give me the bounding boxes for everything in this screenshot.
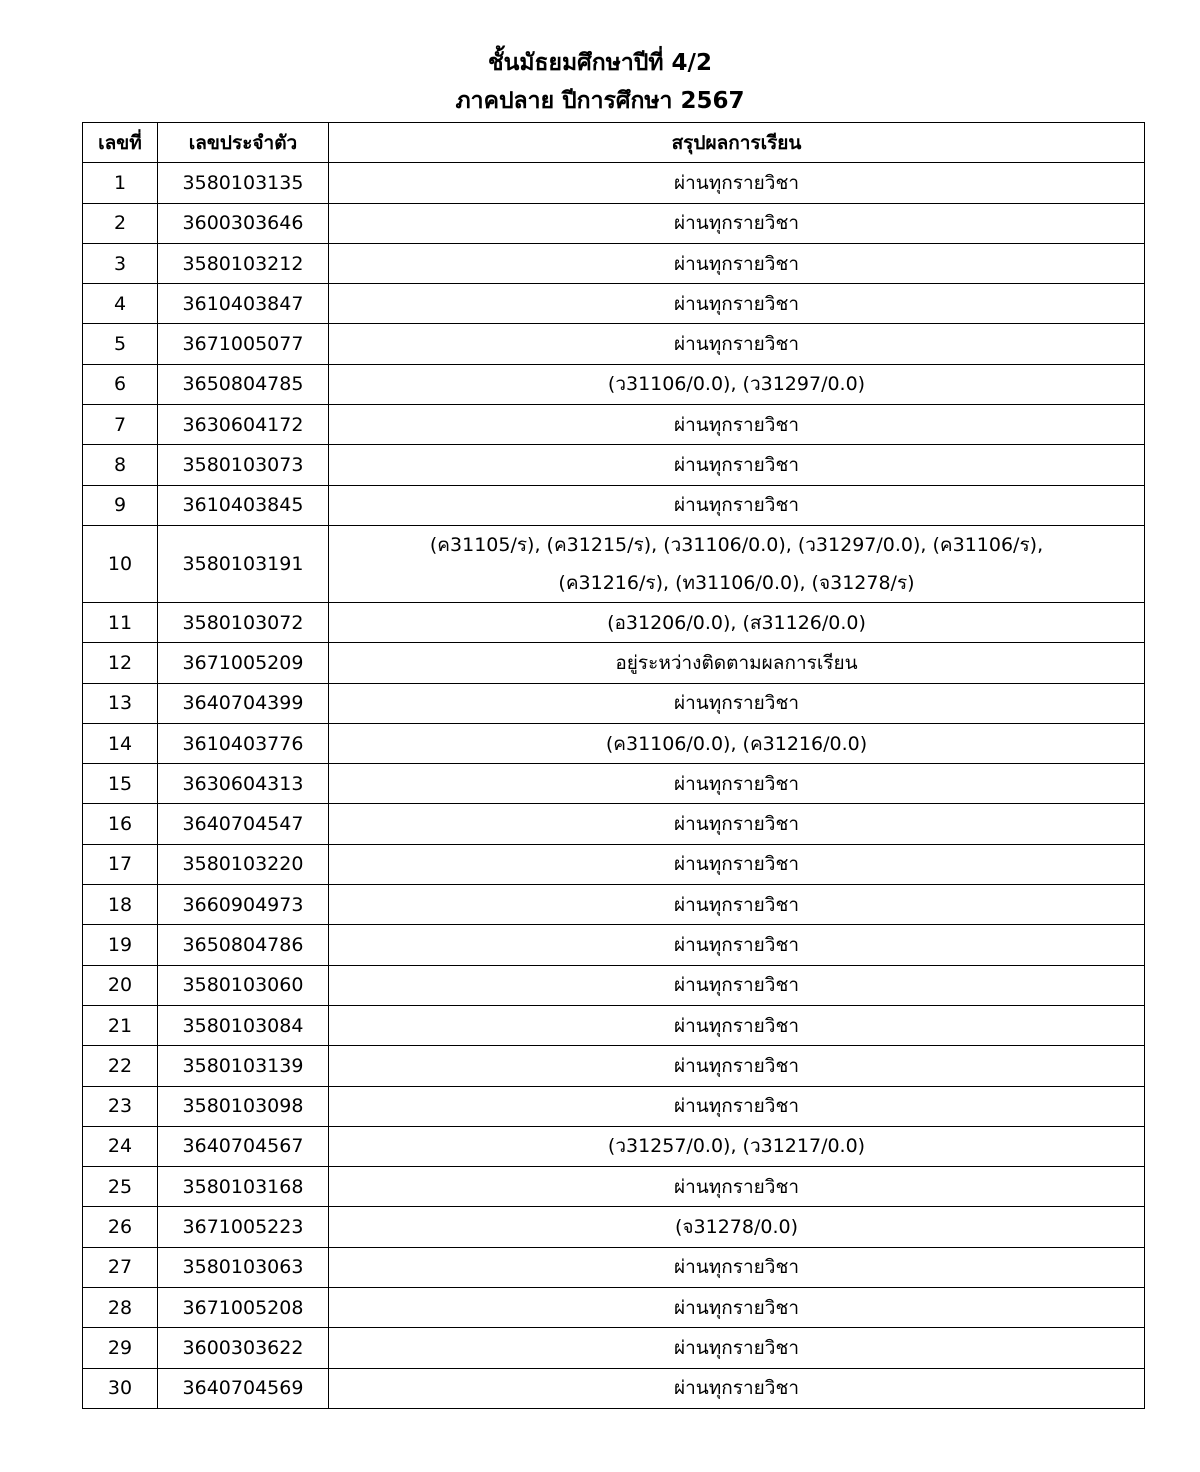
cell-number: 4 [83, 284, 158, 324]
cell-result: ผ่านทุกรายวิชา [329, 445, 1145, 485]
cell-number: 28 [83, 1288, 158, 1328]
cell-number: 25 [83, 1167, 158, 1207]
cell-student-id: 3660904973 [158, 885, 329, 925]
cell-result: ผ่านทุกรายวิชา [329, 1288, 1145, 1328]
cell-student-id: 3580103073 [158, 445, 329, 485]
cell-result: ผ่านทุกรายวิชา [329, 324, 1145, 364]
table-row [83, 1086, 1145, 1126]
cell-student-id: 3640704547 [158, 804, 329, 844]
cell-result: ผ่านทุกรายวิชา [329, 925, 1145, 965]
cell-student-id: 3640704569 [158, 1368, 329, 1408]
table-row [83, 1207, 1145, 1247]
table-row [83, 1005, 1145, 1045]
table-row [83, 723, 1145, 763]
cell-number: 18 [83, 885, 158, 925]
table-row [83, 485, 1145, 525]
cell-number: 3 [83, 243, 158, 283]
cell-student-id: 3671005209 [158, 643, 329, 683]
table-row [83, 844, 1145, 884]
cell-result: ผ่านทุกรายวิชา [329, 163, 1145, 203]
cell-number: 12 [83, 643, 158, 683]
table-row [83, 1046, 1145, 1086]
table-row [83, 885, 1145, 925]
cell-result: อยู่ระหว่างติดตามผลการเรียน [329, 643, 1145, 683]
table-body [83, 163, 1145, 1409]
cell-number: 5 [83, 324, 158, 364]
cell-result: ผ่านทุกรายวิชา [329, 405, 1145, 445]
cell-student-id: 3580103135 [158, 163, 329, 203]
cell-number: 9 [83, 485, 158, 525]
cell-student-id: 3671005077 [158, 324, 329, 364]
cell-number: 24 [83, 1126, 158, 1166]
table-row [83, 364, 1145, 404]
cell-result: (จ31278/0.0) [329, 1207, 1145, 1247]
table-row [83, 643, 1145, 683]
cell-result: ผ่านทุกรายวิชา [329, 885, 1145, 925]
cell-result: ผ่านทุกรายวิชา [329, 804, 1145, 844]
table-row [83, 284, 1145, 324]
cell-result: ผ่านทุกรายวิชา [329, 764, 1145, 804]
table-row [83, 965, 1145, 1005]
cell-result: ผ่านทุกรายวิชา [329, 1046, 1145, 1086]
cell-student-id: 3580103072 [158, 602, 329, 642]
table-row [83, 1247, 1145, 1287]
cell-result: (ว31257/0.0), (ว31217/0.0) [329, 1126, 1145, 1166]
column-header-number: เลขที่ [83, 123, 158, 163]
cell-result: ผ่านทุกรายวิชา [329, 1086, 1145, 1126]
cell-result: (ค31105/ร), (ค31215/ร), (ว31106/0.0), (ว31297/0.0), (ค31106/ร), (ค31216/ร), (ท31106/0.0), (จ31278/ร) [329, 525, 1145, 602]
cell-number: 16 [83, 804, 158, 844]
table-row [83, 804, 1145, 844]
cell-number: 1 [83, 163, 158, 203]
table-row [83, 1328, 1145, 1368]
cell-student-id: 3610403776 [158, 723, 329, 763]
cell-student-id: 3600303622 [158, 1328, 329, 1368]
cell-number: 30 [83, 1368, 158, 1408]
cell-student-id: 3630604313 [158, 764, 329, 804]
cell-number: 22 [83, 1046, 158, 1086]
table-row [83, 203, 1145, 243]
cell-result: ผ่านทุกรายวิชา [329, 243, 1145, 283]
cell-number: 13 [83, 683, 158, 723]
table-header-row [83, 123, 1145, 163]
cell-student-id: 3580103060 [158, 965, 329, 1005]
cell-result: (ว31106/0.0), (ว31297/0.0) [329, 364, 1145, 404]
cell-student-id: 3640704399 [158, 683, 329, 723]
cell-number: 29 [83, 1328, 158, 1368]
cell-result: (ค31106/0.0), (ค31216/0.0) [329, 723, 1145, 763]
cell-result: ผ่านทุกรายวิชา [329, 683, 1145, 723]
cell-student-id: 3671005223 [158, 1207, 329, 1247]
cell-number: 14 [83, 723, 158, 763]
table-row [83, 764, 1145, 804]
cell-result: ผ่านทุกรายวิชา [329, 485, 1145, 525]
title-class-level: ชั้นมัธยมศึกษาปีที่ 4/2 [488, 50, 712, 76]
title-semester-year: ภาคปลาย ปีการศึกษา 2567 [455, 88, 745, 114]
cell-student-id: 3580103063 [158, 1247, 329, 1287]
table-row [83, 405, 1145, 445]
cell-number: 6 [83, 364, 158, 404]
cell-student-id: 3640704567 [158, 1126, 329, 1166]
column-header-result-summary: สรุปผลการเรียน [329, 123, 1145, 163]
cell-number: 7 [83, 405, 158, 445]
cell-student-id: 3580103220 [158, 844, 329, 884]
cell-number: 8 [83, 445, 158, 485]
cell-number: 19 [83, 925, 158, 965]
cell-student-id: 3580103084 [158, 1005, 329, 1045]
table-row [83, 525, 1145, 602]
cell-student-id: 3580103139 [158, 1046, 329, 1086]
cell-number: 27 [83, 1247, 158, 1287]
table-row [83, 1126, 1145, 1166]
cell-result: (อ31206/0.0), (ส31126/0.0) [329, 602, 1145, 642]
cell-result: ผ่านทุกรายวิชา [329, 1167, 1145, 1207]
cell-student-id: 3580103098 [158, 1086, 329, 1126]
table-row [83, 1288, 1145, 1328]
cell-result: ผ่านทุกรายวิชา [329, 1005, 1145, 1045]
cell-student-id: 3650804785 [158, 364, 329, 404]
cell-number: 20 [83, 965, 158, 1005]
table-row [83, 1167, 1145, 1207]
table-row [83, 602, 1145, 642]
cell-number: 21 [83, 1005, 158, 1045]
cell-number: 2 [83, 203, 158, 243]
cell-student-id: 3580103191 [158, 525, 329, 602]
table-row [83, 683, 1145, 723]
cell-student-id: 3600303646 [158, 203, 329, 243]
table-row [83, 445, 1145, 485]
cell-student-id: 3610403845 [158, 485, 329, 525]
cell-result: ผ่านทุกรายวิชา [329, 1368, 1145, 1408]
cell-number: 17 [83, 844, 158, 884]
cell-result: ผ่านทุกรายวิชา [329, 203, 1145, 243]
cell-number: 11 [83, 602, 158, 642]
cell-student-id: 3630604172 [158, 405, 329, 445]
cell-student-id: 3671005208 [158, 1288, 329, 1328]
table-row [83, 163, 1145, 203]
cell-result: ผ่านทุกรายวิชา [329, 1328, 1145, 1368]
cell-number: 23 [83, 1086, 158, 1126]
cell-result: ผ่านทุกรายวิชา [329, 284, 1145, 324]
table-row [83, 324, 1145, 364]
cell-number: 15 [83, 764, 158, 804]
cell-result: ผ่านทุกรายวิชา [329, 844, 1145, 884]
results-table [82, 122, 1145, 1409]
cell-number: 26 [83, 1207, 158, 1247]
cell-student-id: 3580103212 [158, 243, 329, 283]
column-header-student-id: เลขประจำตัว [158, 123, 329, 163]
table-row [83, 243, 1145, 283]
cell-student-id: 3580103168 [158, 1167, 329, 1207]
table-row [83, 925, 1145, 965]
cell-number: 10 [83, 525, 158, 602]
cell-result: ผ่านทุกรายวิชา [329, 1247, 1145, 1287]
cell-student-id: 3650804786 [158, 925, 329, 965]
cell-result: ผ่านทุกรายวิชา [329, 965, 1145, 1005]
document-title [0, 44, 1200, 120]
cell-student-id: 3610403847 [158, 284, 329, 324]
table-row [83, 1368, 1145, 1408]
